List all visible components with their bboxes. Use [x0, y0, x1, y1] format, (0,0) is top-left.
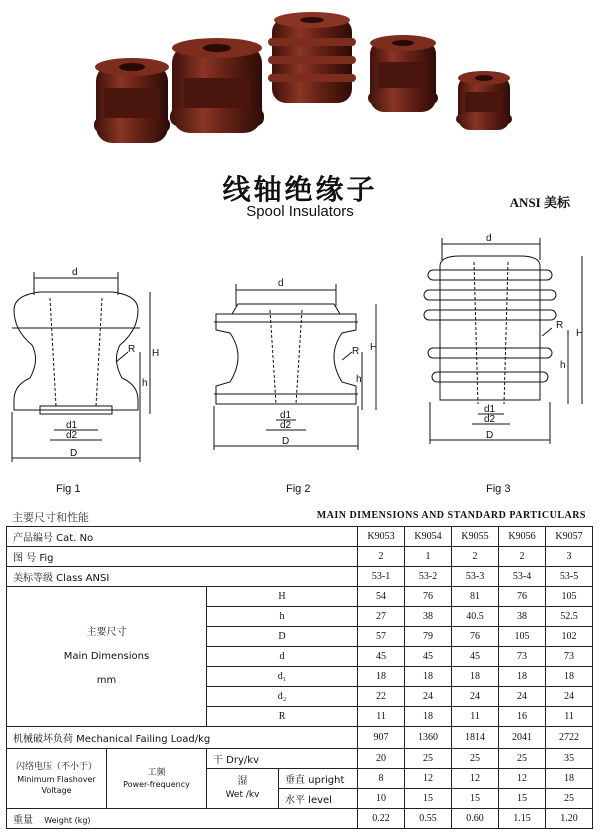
- weight-label: [7, 809, 358, 829]
- cell-d1-0: 18: [358, 667, 405, 687]
- cell-weight-2: 0.60: [452, 809, 499, 829]
- dim-label-d1: d₁: [207, 667, 358, 687]
- cell-h-4: 52.5: [546, 607, 593, 627]
- cell-dry-1: 25: [405, 749, 452, 769]
- cell-class-2: 53-3: [452, 567, 499, 587]
- cell-fig-4: 3: [546, 547, 593, 567]
- wet-cn: 湿: [237, 776, 248, 788]
- ansi-standard-tag: ANSI 美标: [509, 195, 570, 210]
- fig-2-caption: Fig 2: [286, 483, 311, 495]
- cell-cat-0: K9053: [358, 527, 405, 547]
- freq-cn: 工频: [147, 767, 166, 778]
- cell-H-0: 54: [358, 587, 405, 607]
- class-label: 美标等级 Class ANSI: [7, 567, 358, 587]
- flash-cn: 闪络电压（不小于）: [15, 762, 97, 773]
- cell-d1-1: 18: [405, 667, 452, 687]
- cell-weight-1: 0.55: [405, 809, 452, 829]
- cell-d1-3: 18: [499, 667, 546, 687]
- cell-d2-2: 24: [452, 687, 499, 707]
- row-mech: [7, 727, 593, 749]
- technical-drawings: [0, 228, 600, 503]
- fig-label: 图 号 Fig: [7, 547, 358, 567]
- cell-level-1: 15: [405, 789, 452, 809]
- cell-upright-3: 12: [499, 769, 546, 789]
- row-H: [7, 587, 593, 607]
- insulator-photo-2: [170, 38, 264, 133]
- cell-R-3: 16: [499, 707, 546, 727]
- cell-mech-2: 1814: [452, 727, 499, 749]
- freq-en: Power-frequency: [123, 780, 190, 790]
- cell-h-1: 38: [405, 607, 452, 627]
- insulator-photo-5: [456, 71, 512, 130]
- fig2-label-D: D: [282, 436, 290, 447]
- spec-table: [6, 526, 593, 829]
- cell-dry-3: 25: [499, 749, 546, 769]
- cell-fig-1: 1: [405, 547, 452, 567]
- fig3-label-R: R: [556, 320, 564, 331]
- cell-H-4: 105: [546, 587, 593, 607]
- insulator-photo-4: [368, 35, 438, 112]
- upright-label: 垂直 upright: [279, 769, 358, 789]
- weight-cn: 重量: [13, 815, 33, 826]
- cell-R-4: 11: [546, 707, 593, 727]
- main-dim-cn: 主要尺寸: [86, 626, 127, 638]
- insulator-photo-1: [94, 58, 170, 143]
- cell-cat-3: K9056: [499, 527, 546, 547]
- power-frequency-label: [107, 749, 207, 809]
- cell-cat-2: K9055: [452, 527, 499, 547]
- drawing-fig-2: [214, 278, 377, 450]
- level-label: 水平 level: [279, 789, 358, 809]
- cell-D-3: 105: [499, 627, 546, 647]
- fig3-label-D: D: [486, 430, 494, 441]
- cell-d2-3: 24: [499, 687, 546, 707]
- fig2-label-d1: d1: [280, 410, 292, 421]
- title-chinese: 线轴绝缘子: [222, 173, 378, 206]
- cell-H-1: 76: [405, 587, 452, 607]
- main-dimensions-label: [7, 587, 207, 727]
- flashover-label: [7, 749, 107, 809]
- cell-fig-0: 2: [358, 547, 405, 567]
- cell-h-2: 40.5: [452, 607, 499, 627]
- cell-mech-3: 2041: [499, 727, 546, 749]
- cell-fig-2: 2: [452, 547, 499, 567]
- cell-h-3: 38: [499, 607, 546, 627]
- fig1-label-R: R: [128, 344, 136, 355]
- drawing-fig-3: [424, 233, 583, 444]
- cell-R-0: 11: [358, 707, 405, 727]
- cell-level-3: 15: [499, 789, 546, 809]
- weight-en: Weight (kg): [44, 816, 91, 825]
- cell-weight-4: 1.20: [546, 809, 593, 829]
- fig2-label-h: h: [356, 374, 362, 385]
- cell-D-2: 76: [452, 627, 499, 647]
- row-dry: [7, 749, 593, 769]
- fig-3-caption: Fig 3: [486, 483, 511, 495]
- cell-mech-4: 2722: [546, 727, 593, 749]
- fig2-label-d2: d2: [280, 420, 292, 431]
- fig2-label-H: H: [370, 342, 378, 353]
- fig2-label-d: d: [278, 278, 284, 289]
- cell-mech-0: 907: [358, 727, 405, 749]
- row-class: [7, 567, 593, 587]
- dry-label: 干 Dry/kv: [207, 749, 358, 769]
- cell-d-1: 45: [405, 647, 452, 667]
- fig1-label-d2: d2: [66, 430, 78, 441]
- section-title-english: MAIN DIMENSIONS AND STANDARD PARTICULARS: [316, 510, 586, 521]
- cell-R-1: 18: [405, 707, 452, 727]
- drawing-fig-1: [12, 267, 159, 462]
- cell-dry-4: 35: [546, 749, 593, 769]
- main-dim-unit: mm: [96, 674, 117, 686]
- cell-R-2: 11: [452, 707, 499, 727]
- product-photo-strip: [0, 0, 600, 150]
- cell-d-4: 73: [546, 647, 593, 667]
- cat-label: 产品编号 Cat. No: [7, 527, 358, 547]
- cell-cat-1: K9054: [405, 527, 452, 547]
- cell-d-3: 73: [499, 647, 546, 667]
- cell-weight-0: 0.22: [358, 809, 405, 829]
- row-fig: [7, 547, 593, 567]
- dim-label-d: d: [207, 647, 358, 667]
- cell-d-2: 45: [452, 647, 499, 667]
- cell-class-4: 53-5: [546, 567, 593, 587]
- dim-label-h: h: [207, 607, 358, 627]
- wet-en: Wet /kv: [225, 790, 260, 801]
- cell-h-0: 27: [358, 607, 405, 627]
- fig1-label-d1: d1: [66, 420, 78, 431]
- section-title-chinese: 主要尺寸和性能: [12, 511, 89, 524]
- cell-dry-0: 20: [358, 749, 405, 769]
- cell-D-1: 79: [405, 627, 452, 647]
- cell-dry-2: 25: [452, 749, 499, 769]
- cell-d-0: 45: [358, 647, 405, 667]
- cell-weight-3: 1.15: [499, 809, 546, 829]
- cell-upright-0: 8: [358, 769, 405, 789]
- cell-d1-2: 18: [452, 667, 499, 687]
- cell-D-0: 57: [358, 627, 405, 647]
- cell-D-4: 102: [546, 627, 593, 647]
- dim-label-d2: d₂: [207, 687, 358, 707]
- fig3-label-H: H: [576, 328, 584, 339]
- fig2-label-R: R: [352, 346, 360, 357]
- cell-mech-1: 1360: [405, 727, 452, 749]
- fig1-label-H: H: [152, 348, 160, 359]
- fig-1-caption: Fig 1: [56, 483, 81, 495]
- fig3-label-h: h: [560, 360, 566, 371]
- fig1-label-d: d: [72, 267, 78, 278]
- row-weight: [7, 809, 593, 829]
- fig1-label-h: h: [142, 378, 148, 389]
- cell-upright-4: 18: [546, 769, 593, 789]
- fig3-label-d2: d2: [484, 414, 496, 425]
- dim-label-D: D: [207, 627, 358, 647]
- cell-upright-2: 12: [452, 769, 499, 789]
- fig3-label-d1: d1: [484, 404, 496, 415]
- wet-label: [207, 769, 279, 809]
- cell-fig-3: 2: [499, 547, 546, 567]
- cell-H-3: 76: [499, 587, 546, 607]
- cell-class-0: 53-1: [358, 567, 405, 587]
- cell-d2-0: 22: [358, 687, 405, 707]
- cell-upright-1: 12: [405, 769, 452, 789]
- cell-level-0: 10: [358, 789, 405, 809]
- cell-d1-4: 18: [546, 667, 593, 687]
- row-cat: [7, 527, 593, 547]
- cell-level-2: 15: [452, 789, 499, 809]
- cell-d2-4: 24: [546, 687, 593, 707]
- cell-cat-4: K9057: [546, 527, 593, 547]
- cell-d2-1: 24: [405, 687, 452, 707]
- cell-level-4: 25: [546, 789, 593, 809]
- cell-class-3: 53-4: [499, 567, 546, 587]
- insulator-photo-3: [268, 12, 356, 103]
- mech-label: 机械破坏负荷 Mechanical Failing Load/kg: [7, 727, 358, 749]
- fig3-label-d: d: [486, 233, 492, 244]
- main-dim-en: Main Dimensions: [63, 650, 150, 662]
- cell-class-1: 53-2: [405, 567, 452, 587]
- cell-H-2: 81: [452, 587, 499, 607]
- dim-label-H: H: [207, 587, 358, 607]
- title-english: Spool Insulators: [246, 203, 354, 220]
- dim-label-R: R: [207, 707, 358, 727]
- flash-en: Minimum Flashover Voltage: [17, 774, 96, 795]
- fig1-label-D: D: [70, 448, 78, 459]
